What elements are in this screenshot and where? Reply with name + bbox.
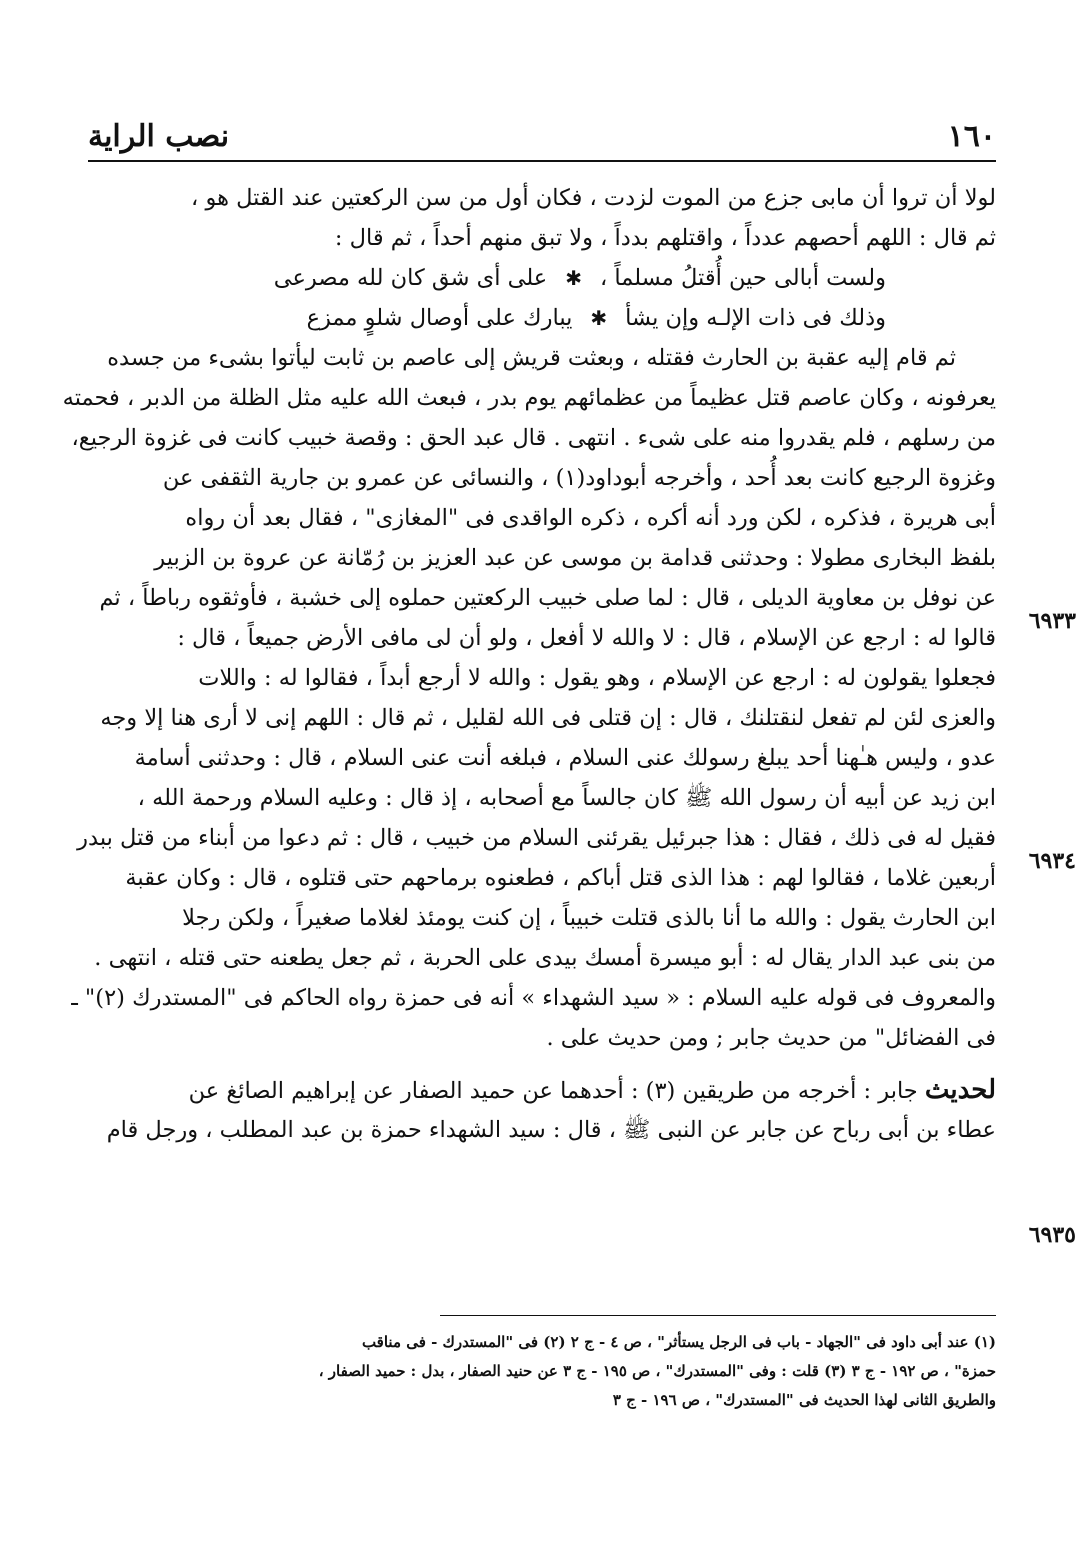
hadith-number: ٦٩٣٥: [1028, 1222, 1076, 1248]
hadith-number: ٦٩٣٤: [1028, 848, 1076, 874]
text-line: ابن الحارث يقول : والله ما أنا بالذى قتلت خبيباً ، إن كنت يومئذ لغلاما صغيراً ، ولكن رجلا: [182, 905, 996, 931]
text-line: ثم قال : اللهم أحصهم عدداً ، واقتلهم بدداً ، ولا تبق منهم أحداً ، ثم قال :: [334, 225, 996, 251]
text-line: فجعلوا يقولون له : ارجع عن الإسلام ، وهو يقول : والله لا أرجع أبداً ، فقالوا له : واللات: [198, 665, 996, 691]
hadith-number: ٦٩٣٣: [1028, 608, 1076, 634]
text-line: فقيل له فى ذلك ، فقال : هذا جبرئيل يقرئنى السلام من خبيب ، قال : ثم دعوا من أبناء من قتل ببدر: [77, 825, 996, 851]
verse-hemistich: ولست أبالى حين أُقتلُ مسلماً ،: [600, 265, 886, 291]
text-line: أربعين غلاما ، فقالوا لهم : هذا الذى قتل أباكم ، فطعنوه برماحهم حتى قتلوه ، قال : وكان عقبة: [125, 865, 996, 891]
text-fragment: جابر : أخرجه من طريقين (٣) : أحدهما عن حميد الصفار عن إبراهيم الصائغ عن: [188, 1078, 925, 1104]
text-line: والعزى لئن لم تفعل لنقتلنك ، قال : إن قتلى فى الله لقليل ، ثم قال : اللهم إنى لا أرى هنا إلا وجه: [100, 705, 996, 731]
text-line: من رسلهم ، فلم يقدروا منه على شىء . انتهى . قال عبد الحق : وقصة خبيب كانت فى غزوة الرجيع،: [71, 425, 996, 451]
footnote-line: (١) عند أبى داود فى "الجهاد - باب فى الرجل يستأثر" ، ص ٤ - ج ٢ (٢) فى "المستدرك - فى مناقب: [361, 1333, 996, 1351]
verse-hemistich: على أى شق كان لله مصرعى: [273, 265, 548, 291]
paragraph-gap: [88, 1058, 996, 1070]
text-line: ثم قام إليه عقبة بن الحارث فقتله ، وبعثت قريش إلى عاصم بن ثابت ليأتوا بشىء من جسده: [107, 345, 956, 371]
body-text: [62, 178, 996, 1150]
running-title: نصب الراية: [88, 119, 230, 154]
text-line: من بنى عبد الدار يقال له : أبو ميسرة أمسك بيدى على الحربة ، ثم جعل يطعنه حتى قتله ، انتهى .: [94, 945, 996, 971]
header-rule: [88, 160, 996, 162]
verse-separator: ✱: [565, 266, 582, 290]
text-line: أبى هريرة ، فذكره ، لكن ورد أنه أكره ، ذكره الواقدى فى "المغازى" ، فقال بعد أن رواه: [185, 505, 996, 531]
text-line: لولا أن تروا أن مابى جزع من الموت لزدت ، فكان أول من سن الركعتين عند القتل هو ،: [191, 185, 996, 211]
text-line: يعرفونه ، وكان عاصم قتل عظيماً من عظمائهم يوم بدر ، فبعث الله عليه مثل الظلة من الدبر ، فحمته: [62, 385, 996, 411]
text-line: وغزوة الرجيع كانت بعد أُحد ، وأخرجه أبوداود(١) ، والنسائى عن عمرو بن جارية الثقفى عن: [162, 465, 996, 491]
footnotes: [88, 1328, 996, 1415]
verse-line: [88, 258, 996, 298]
verse-hemistich: يبارك على أوصال شلوٍ ممزع: [306, 305, 573, 331]
text-line: ابن زيد عن أبيه أن رسول الله ﷺ كان جالساً مع أصحابه ، إذ قال : وعليه السلام ورحمة الله ،: [137, 785, 996, 811]
verse-hemistich: وذلك فى ذات الإلـه وإن يشأ: [625, 305, 886, 331]
text-line: فى الفضائل" من حديث جابر ; ومن حديث على .: [546, 1025, 996, 1051]
page-number: ١٦٠: [947, 119, 996, 154]
footnote-line: والطريق الثانى لهذا الحديث فى "المستدرك" ، ص ١٩٦ - ج ٣: [612, 1391, 996, 1409]
hadith-keyword: لحديث: [924, 1075, 996, 1105]
verse-separator: ✱: [590, 306, 608, 330]
footnote-line: حمزة" ، ص ١٩٢ - ج ٣ (٣) قلت : وفى "المستدرك" ، ص ١٩٥ - ج ٣ عن حنيد الصفار ، بدل : حميد الصفار ،: [318, 1362, 996, 1380]
text-line: عطاء بن أبى رباح عن جابر عن النبى ﷺ ، قال : سيد الشهداء حمزة بن عبد المطلب ، ورجل قام: [106, 1117, 996, 1143]
text-line: بلفظ البخارى مطولا : وحدثنى قدامة بن موسى عن عبد العزيز بن رُمّانة عن عروة بن الزبير: [154, 545, 996, 571]
verse-line: [88, 298, 996, 338]
text-line: والمعروف فى قوله عليه السلام : « سيد الشهداء » أنه فى حمزة رواه الحاكم فى "المستدرك (٢)" ـ: [71, 985, 996, 1011]
text-line: عن نوفل بن معاوية الديلى ، قال : لما صلى خبيب الركعتين حملوه إلى خشبة ، فأوثقوه رباطاً ، ثم: [99, 585, 996, 611]
text-line: عدو ، وليس هـٰهنا أحد يبلغ رسولك عنى السلام ، فبلغه أنت عنى السلام ، قال : وحدثنى أسامة: [134, 745, 996, 771]
text-line: [88, 1070, 996, 1110]
page-header: [88, 104, 996, 154]
footnote-rule: [440, 1315, 996, 1316]
text-line: قالوا له : ارجع عن الإسلام ، قال : لا والله لا أفعل ، ولو أن لى مافى الأرض جميعاً ، قال :: [177, 625, 996, 651]
